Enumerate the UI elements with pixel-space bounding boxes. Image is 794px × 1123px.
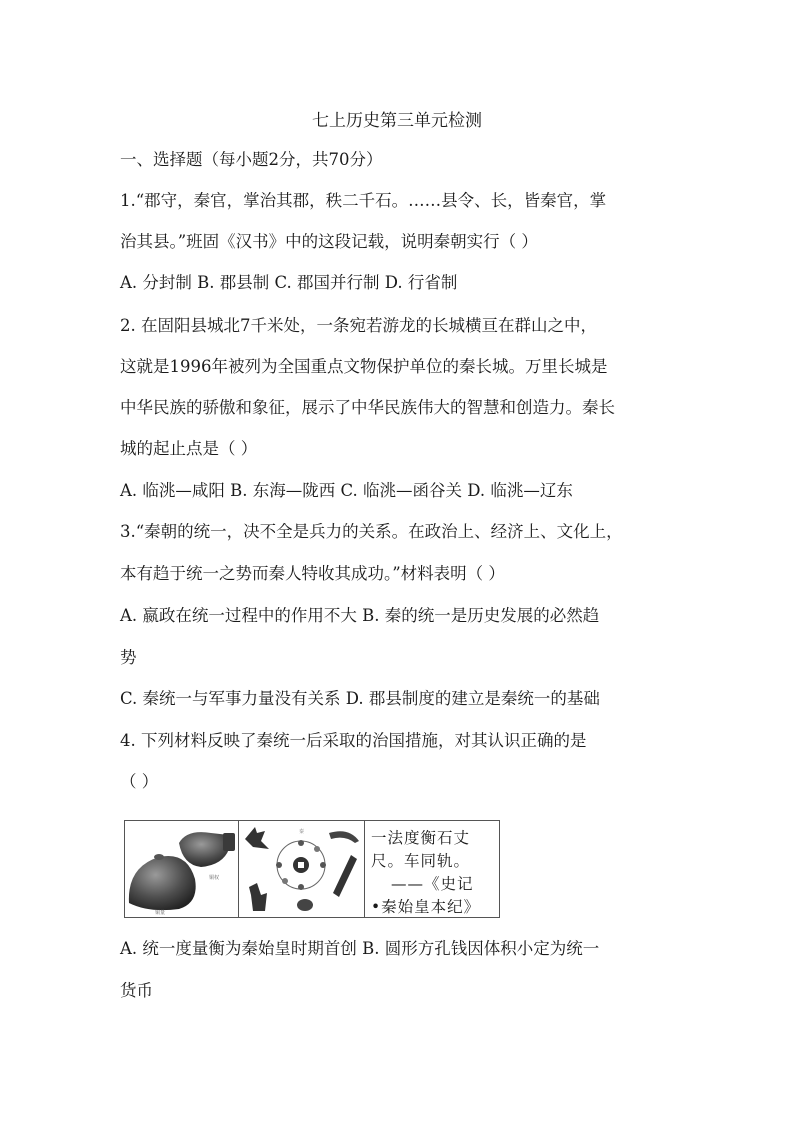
measuring-vessels-image [125, 821, 239, 917]
svg-text:秦: 秦 [299, 829, 305, 835]
question-text-line: 3.“秦朝的统一，决不全是兵力的关系。在政治上、经济上、文化上， [120, 522, 623, 541]
exam-title: 七上历史第三单元检测 [312, 111, 482, 131]
answer-options-line: A. 分封制 B. 郡县制 C. 郡国并行制 D. 行省制 [120, 273, 458, 292]
section-heading: 一、选择题（每小题2分，共70分） [120, 150, 383, 169]
answer-options-line: A. 统一度量衡为秦始皇时期首创 B. 圆形方孔钱因体积小定为统一 [120, 939, 600, 958]
question-text-line: 中华民族的骄傲和象征，展示了中华民族伟大的智慧和创造力。秦长 [120, 398, 615, 417]
svg-text:铜权: 铜权 [209, 875, 220, 881]
quote-line: ——《史记 [391, 875, 474, 893]
answer-options-line: A. 临洮—咸阳 B. 东海—陇西 C. 临洮—函谷关 D. 临洮—辽东 [120, 481, 573, 500]
shiji-quote [371, 827, 495, 919]
quote-line: •秦始皇本纪》 [371, 898, 481, 916]
svg-text:铜量: 铜量 [155, 910, 166, 916]
answer-options-line: 势 [120, 648, 137, 667]
shiji-quote-panel [365, 821, 499, 917]
question-text-line: （ ） [120, 772, 159, 791]
question-text-line: 4. 下列材料反映了秦统一后采取的治国措施，对其认识正确的是 [120, 731, 587, 750]
question-figure [124, 820, 500, 918]
answer-options-line: A. 嬴政在统一过程中的作用不大 B. 秦的统一是历史发展的必然趋 [120, 606, 600, 625]
question-text-line: 这就是1996年被列为全国重点文物保护单位的秦长城。万里长城是 [120, 357, 608, 376]
question-text-line: 1.“郡守，秦官，掌治其郡，秩二千石。……县令、长，皆秦官，掌 [120, 191, 607, 210]
answer-options-line: 货币 [120, 981, 153, 1000]
quote-line: 一法度衡石丈 [371, 829, 471, 847]
coins-diagram-image [239, 821, 365, 917]
quote-line: 尺。车同轨。 [371, 852, 471, 870]
question-text-line: 城的起止点是（ ） [120, 439, 258, 458]
question-text-line: 本有趋于统一之势而秦人特收其成功。”材料表明（ ） [120, 564, 505, 583]
answer-options-line: C. 秦统一与军事力量没有关系 D. 郡县制度的建立是秦统一的基础 [120, 689, 600, 708]
question-text-line: 2. 在固阳县城北7千米处，一条宛若游龙的长城横亘在群山之中， [120, 316, 597, 335]
question-text-line: 治其县。”班固《汉书》中的这段记载，说明秦朝实行（ ） [120, 232, 538, 251]
